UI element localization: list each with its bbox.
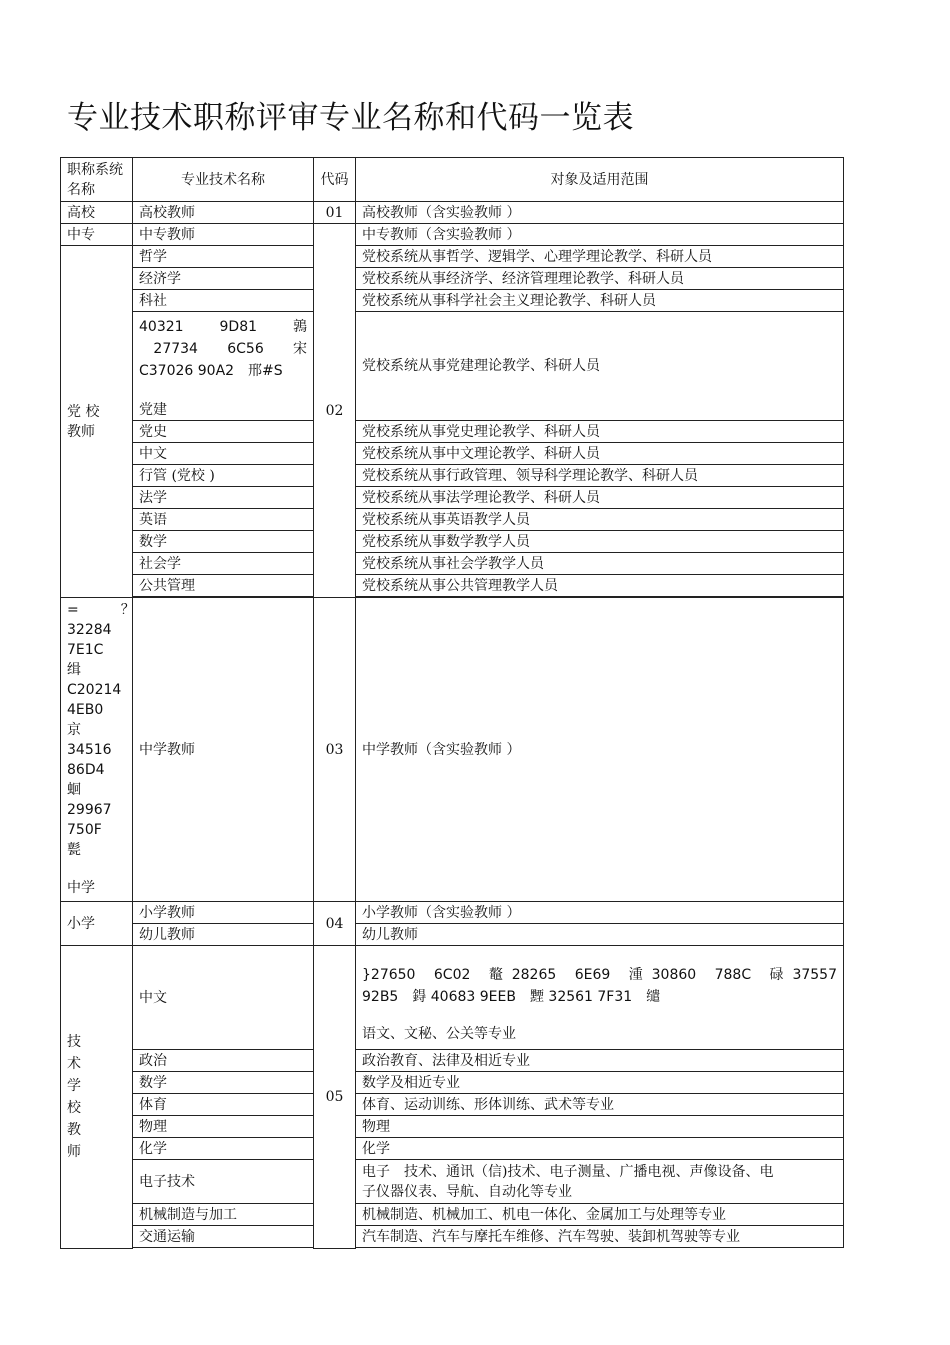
scope-cell: 中学教师（含实验教师 ） — [356, 598, 844, 902]
header-code: 代码 — [314, 158, 356, 202]
major-cell: 公共管理 — [133, 575, 314, 597]
major-cell: 数学 — [133, 1072, 314, 1094]
spacer-row — [61, 1248, 844, 1249]
major-cell-dangjian: 40321 9D81 鶉 27734 6C56 宋 C37026 90A2 邢#S 党建 — [133, 312, 314, 421]
major-cell: 体育 — [133, 1094, 314, 1116]
table-row — [61, 946, 844, 1050]
table-header-row — [61, 158, 844, 202]
table-row — [61, 509, 844, 531]
table-row — [61, 1072, 844, 1094]
table-row — [61, 1160, 844, 1204]
scope-cell: 党校系统从事数学教学人员 — [356, 531, 844, 553]
table-row — [61, 1138, 844, 1160]
major-cell: 经济学 — [133, 268, 314, 290]
major-cell: 数学 — [133, 531, 314, 553]
table-row — [61, 575, 844, 597]
major-cell: 中专教师 — [133, 224, 314, 246]
system-dangxiao: 党 校 教师 — [61, 246, 133, 598]
scope-cell: 党校系统从事党史理论教学、科研人员 — [356, 421, 844, 443]
table-row — [61, 443, 844, 465]
header-system: 职称系统名称 — [61, 158, 133, 202]
code-cell: 05 — [314, 946, 356, 1249]
scope-cell: 政治教育、法律及相近专业 — [356, 1050, 844, 1072]
code-cell: 01 — [314, 202, 356, 224]
table-row — [61, 465, 844, 487]
system-jishu: 技 术 学 校 教 师 — [61, 946, 133, 1249]
scope-cell: 党校系统从事行政管理、领导科学理论教学、科研人员 — [356, 465, 844, 487]
scope-cell: 小学教师（含实验教师 ） — [356, 902, 844, 924]
table-row — [61, 1116, 844, 1138]
table-row — [61, 1094, 844, 1116]
scope-cell: 党校系统从事党建理论教学、科研人员 — [356, 312, 844, 421]
table-row — [61, 553, 844, 575]
table-row — [61, 421, 844, 443]
scope-cell: 幼儿教师 — [356, 924, 844, 946]
major-cell: 机械制造与加工 — [133, 1204, 314, 1226]
table-row — [61, 924, 844, 946]
major-cell: 幼儿教师 — [133, 924, 314, 946]
scope-cell: 党校系统从事英语教学人员 — [356, 509, 844, 531]
header-scope: 对象及适用范围 — [356, 158, 844, 202]
scope-cell: 机械制造、机械加工、机电一体化、金属加工与处理等专业 — [356, 1204, 844, 1226]
scope-cell: 中专教师（含实验教师 ） — [356, 224, 844, 246]
major-cell: 电子技术 — [133, 1160, 314, 1204]
header-major: 专业技术名称 — [133, 158, 314, 202]
major-cell: 哲学 — [133, 246, 314, 268]
table-row — [61, 531, 844, 553]
table-row — [61, 224, 844, 246]
table-row — [61, 246, 844, 268]
major-cell: 英语 — [133, 509, 314, 531]
scope-cell: 党校系统从事中文理论教学、科研人员 — [356, 443, 844, 465]
table-row — [61, 290, 844, 312]
table-row — [61, 268, 844, 290]
scope-cell: 党校系统从事哲学、逻辑学、心理学理论教学、科研人员 — [356, 246, 844, 268]
major-cell: 小学教师 — [133, 902, 314, 924]
major-cell: 政治 — [133, 1050, 314, 1072]
major-cell: 交通运输 — [133, 1226, 314, 1248]
system-zhongxue: = ？ 32284 7E1C 缉 C20214 4EB0 京 34516 86D4 蛔 29967 750F 甏 中学 — [61, 598, 133, 902]
code-cell: 04 — [314, 902, 356, 946]
code-cell: 02 — [314, 224, 356, 598]
major-cell: 党史 — [133, 421, 314, 443]
major-cell: 法学 — [133, 487, 314, 509]
scope-cell: 体育、运动训练、形体训练、武术等专业 — [356, 1094, 844, 1116]
major-cell: 科社 — [133, 290, 314, 312]
major-cell: 中学教师 — [133, 598, 314, 902]
table-row — [61, 487, 844, 509]
page-title: 专业技术职称评审专业名称和代码一览表 — [67, 100, 634, 136]
table-row — [61, 902, 844, 924]
scope-cell: 物理 — [356, 1116, 844, 1138]
major-cell: 高校教师 — [133, 202, 314, 224]
table-row — [61, 312, 844, 421]
scope-cell: 党校系统从事经济学、经济管理理论教学、科研人员 — [356, 268, 844, 290]
table-row — [61, 598, 844, 902]
table-row — [61, 1226, 844, 1248]
major-cell: 中文 — [133, 443, 314, 465]
scope-cell: 党校系统从事法学理论教学、科研人员 — [356, 487, 844, 509]
table-row — [61, 202, 844, 224]
major-cell: 社会学 — [133, 553, 314, 575]
scope-cell: 汽车制造、汽车与摩托车维修、汽车驾驶、装卸机驾驶等专业 — [356, 1226, 844, 1248]
major-code-table — [60, 157, 851, 1249]
scope-cell: 党校系统从事社会学教学人员 — [356, 553, 844, 575]
scope-cell: 电子 技术、通讯（信)技术、电子测量、广播电视、声像设备、电 子仪器仪表、导航、自动化等专业 — [356, 1160, 844, 1204]
major-cell: 物理 — [133, 1116, 314, 1138]
system-gaoxiao: 高校 — [61, 202, 133, 224]
major-cell: 行管 (党校 ) — [133, 465, 314, 487]
scope-cell: 高校教师（含实验教师 ） — [356, 202, 844, 224]
scope-cell: 党校系统从事科学社会主义理论教学、科研人员 — [356, 290, 844, 312]
scope-cell: }27650 6C02 鼇 28265 6E69 湩 30860 788C 碌 37557 92B5 鍀 40683 9EEB 黫 32561 7F31 缱 语文、文秘、公关等专业 — [356, 946, 844, 1050]
major-cell: 中文 — [133, 946, 314, 1050]
system-xiaoxue: 小学 — [61, 902, 133, 946]
scope-cell: 党校系统从事公共管理教学人员 — [356, 575, 844, 597]
system-zhongzhuan: 中专 — [61, 224, 133, 246]
table-row — [61, 1050, 844, 1072]
table-row — [61, 1204, 844, 1226]
scope-cell: 数学及相近专业 — [356, 1072, 844, 1094]
code-cell: 03 — [314, 598, 356, 902]
scope-cell: 化学 — [356, 1138, 844, 1160]
major-cell: 化学 — [133, 1138, 314, 1160]
